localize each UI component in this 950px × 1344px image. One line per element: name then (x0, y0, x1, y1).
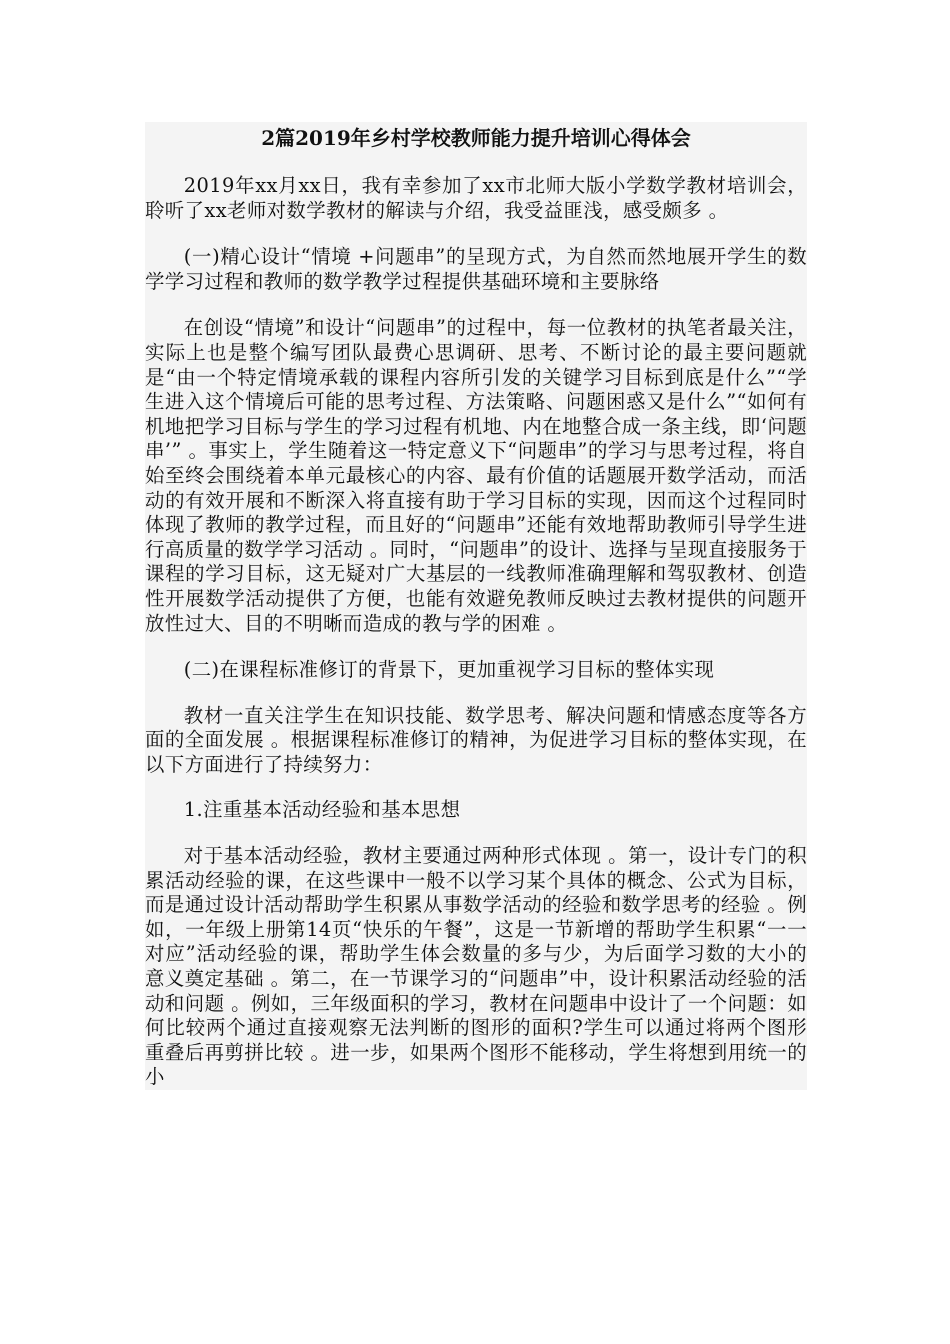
subheading-basic-experience: 1.注重基本活动经验和基本思想 (183, 798, 461, 822)
paragraph-intro: 2019年xx月xx日，我有幸参加了xx市北师大版小学数学教材培训会，聆听了xx老师对数学教材的解读与介绍，我受益匪浅，感受颇多 。 (145, 174, 807, 222)
document-title: 2篇2019年乡村学校教师能力提升培训心得体会 (261, 126, 691, 150)
section-heading-1: (一)精心设计“情境 +问题串”的呈现方式，为自然而然地展开学生的数学学习过程和教师的数学教学过程提供基础环境和主要脉络 (145, 245, 807, 293)
paragraph-curriculum-goals: 教材一直关注学生在知识技能、数学思考、解决问题和情感态度等各方面的全面发展 。根据课程标准修订的精神，为促进学习目标的整体实现，在以下方面进行了持续努力： (145, 703, 807, 776)
paragraph-problem-chain: 在创设“情境”和设计“问题串”的过程中，每一位教材的执笔者最关注，实际上也是整个编写团队最费心思调研、思考、不断讨论的最主要问题就是“由一个特定情境承载的课程内容所引发的关键学习目标到底是什么”“学生进入这个情境后可能的思考过程、方法策略、问题困惑又是什么”“如何有机地把学习目标与学生的学习过程有机地、内在地整合成一条主线，即‘问题串’” 。事实上，学生随着这一特定意义下“问题串”的学习与思考过程，将自始至终会围绕着本单元最核心的内容、最有价值的话题展开数学活动，而活动的有效开展和不断深入将直接有助于学习目标的实现，因而这个过程同时体现了教师的教学过程，而且好的“问题串”还能有效地帮助教师引导学生进行高质量的数学学习活动 。同时，“问题串”的设计、选择与呈现直接服务于课程的学习目标，这无疑对广大基层的一线教师准确理解和驾驭教材、创造性开展数学活动提供了方便，也能有效避免教师反映过去教材提供的问题开放性过大、目的不明晰而造成的教与学的困难 。 (145, 316, 807, 635)
document-body (145, 122, 807, 1090)
paragraph-activity-experience: 对于基本活动经验，教材主要通过两种形式体现 。第一，设计专门的积累活动经验的课，在这些课中一般不以学习某个具体的概念、公式为目标，而是通过设计活动帮助学生积累从事数学活动的经验和数学思考的经验 。例如，一年级上册第14页“快乐的午餐”，这是一节新增的帮助学生积累“一一对应”活动经验的课，帮助学生体会数量的多与少，为后面学习数的大小的意义奠定基础 。第二，在一节课学习的“问题串”中，设计积累活动经验的活动和问题 。例如，三年级面积的学习，教材在问题串中设计了一个问题：如何比较两个通过直接观察无法判断的图形的面积?学生可以通过将两个图形重叠后再剪拼比较 。进一步，如果两个图形不能移动，学生将想到用统一的小 (145, 844, 807, 1089)
section-heading-2: (二)在课程标准修订的背景下，更加重视学习目标的整体实现 (183, 658, 715, 682)
